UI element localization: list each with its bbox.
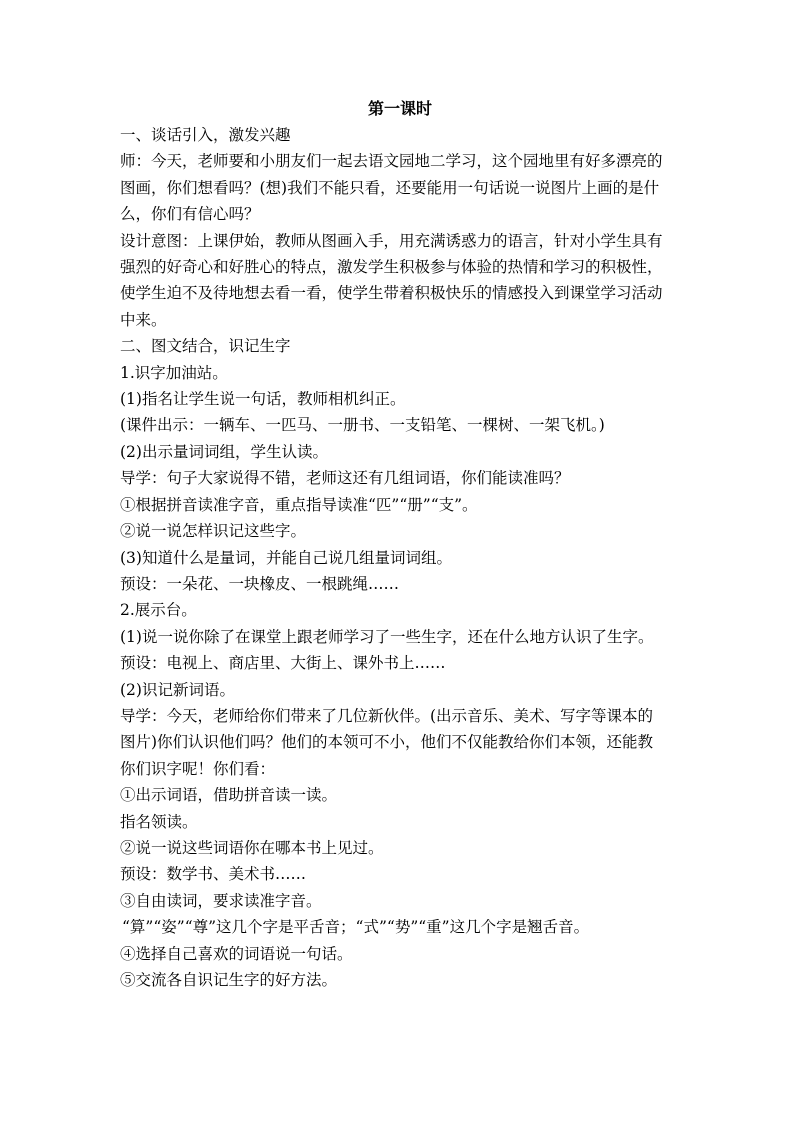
paragraph-line: 强烈的好奇心和好胜心的特点，激发学生积极参与体验的热情和学习的积极性，: [120, 258, 663, 277]
paragraph-line: (1)指名让学生说一句话，教师相机纠正。: [120, 390, 406, 409]
paragraph-line: (2)出示量词词组，学生认读。: [120, 442, 328, 461]
paragraph-line: ①根据拼音读准字音，重点指导读准“匹”“册”“支”。: [120, 495, 478, 514]
paragraph-line: ③自由读词，要求读准字音。: [120, 891, 322, 910]
paragraph-line: ④选择自己喜欢的词语说一句话。: [120, 944, 353, 963]
paragraph-line: 导学：今天，老师给你们带来了几位新伙伴。(出示音乐、美术、写字等课本的: [120, 706, 654, 725]
document-page: [120, 96, 680, 993]
paragraph-line: (3)知道什么是量词，并能自己说几组量词词组。: [120, 548, 452, 567]
paragraph-line: “算”“姿”“尊”这几个字是平舌音；“式”“势”“重”这几个字是翘舌音。: [122, 918, 590, 937]
paragraph-line: (1)说一说你除了在课堂上跟老师学习了一些生字，还在什么地方认识了生字。: [120, 627, 654, 646]
paragraph-line: 么，你们有信心吗？: [120, 205, 260, 224]
paragraph-line: 指名领读。: [120, 812, 198, 831]
paragraph-line: ⑤交流各自识记生字的好方法。: [120, 971, 338, 989]
section-heading: 二、图文结合，识记生字: [120, 337, 291, 356]
paragraph-line: 你们识字呢！你们看：: [120, 759, 276, 778]
paragraph-line: ②说一说怎样识记这些字。: [120, 522, 307, 541]
paragraph-line: 图片)你们认识他们吗？他们的本领可不小，他们不仅能教给你们本领，还能教: [120, 733, 654, 752]
section-heading: 一、谈话引入，激发兴趣: [120, 126, 291, 144]
paragraph-line: ①出示词语，借助拼音读一读。: [120, 786, 338, 805]
paragraph-line: (课件出示：一辆车、一匹马、一册书、一支铅笔、一棵树、一架飞机。): [120, 416, 605, 435]
paragraph-line: 预设：一朵花、一块橡皮、一根跳绳……: [120, 574, 400, 593]
paragraph-line: 预设：数学书、美术书……: [120, 865, 307, 884]
paragraph-line: 导学：句子大家说得不错，老师这还有几组词语，你们能读准吗？: [120, 469, 570, 488]
subsection-heading: 2.展示台。: [120, 601, 197, 620]
paragraph-line: 使学生迫不及待地想去看一看，使学生带着积极快乐的情感投入到课堂学习活动: [120, 284, 663, 303]
page-title: 第一课时: [367, 99, 432, 118]
paragraph-line: 预设：电视上、商店里、大街上、课外书上……: [120, 654, 446, 673]
paragraph-line: 中来。: [120, 310, 167, 329]
paragraph-line: ②说一说这些词语你在哪本书上见过。: [120, 838, 384, 857]
subsection-heading: 1.识字加油站。: [120, 363, 228, 382]
paragraph-line: 图画，你们想看吗？(想)我们不能只看，还要能用一句话说一说图片上画的是什: [120, 178, 660, 197]
paragraph-line: 师：今天，老师要和小朋友们一起去语文园地二学习，这个园地里有好多漂亮的: [120, 152, 663, 171]
paragraph-line: (2)识记新词语。: [120, 680, 235, 699]
paragraph-line: 设计意图：上课伊始，教师从图画入手，用充满诱惑力的语言，针对小学生具有: [120, 231, 663, 250]
